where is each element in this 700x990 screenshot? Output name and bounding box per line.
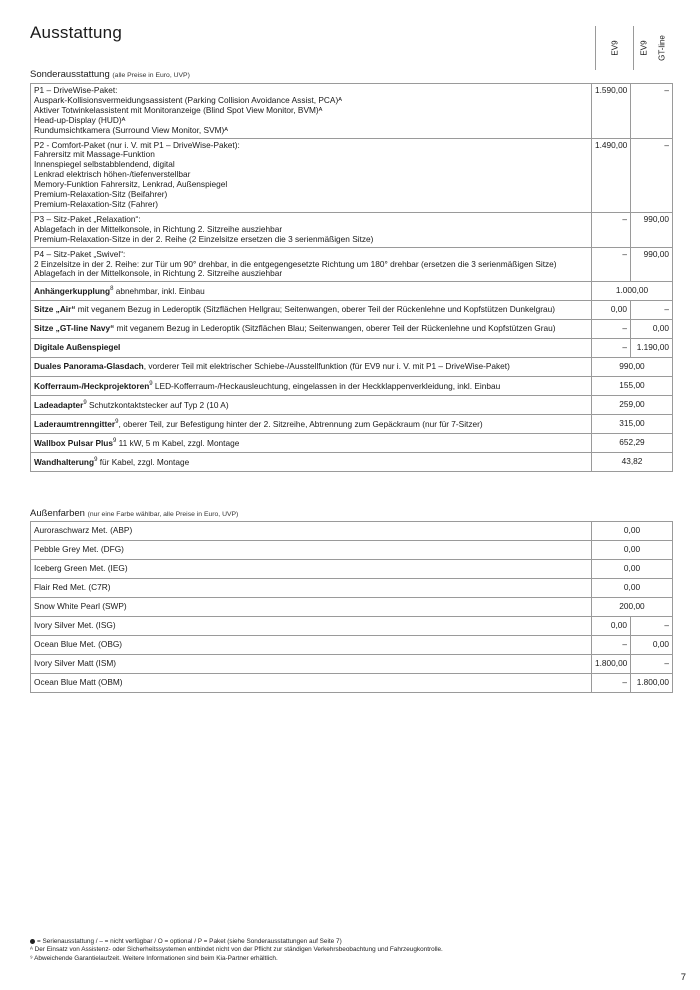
price-ev9-cell: – <box>592 212 631 247</box>
colors-heading: Außenfarben <box>30 508 85 519</box>
option-footnote-ref: 9 <box>94 457 98 464</box>
color-name: Ivory Silver Matt (ISM) <box>31 655 592 674</box>
color-row <box>31 560 673 579</box>
column-header-ev9-gt-line-label <box>640 35 667 61</box>
color-row <box>31 674 673 693</box>
option-row <box>31 301 673 320</box>
page-title: Ausstattung <box>30 23 122 42</box>
column-header-ev9-gt-line-trim: GT-line <box>657 35 667 61</box>
price-both-cell: 200,00 <box>592 598 673 617</box>
option-description <box>31 84 592 139</box>
color-name: Ocean Blue Matt (OBM) <box>31 674 592 693</box>
option-description <box>31 301 592 320</box>
option-name: Laderaumtrenngitter <box>34 419 116 430</box>
option-detail: , oberer Teil, zur Befestigung hinter der 2. Sitzreihe, Abtrennung zum Gepäckraum (nur für 7-Sitzer) <box>118 419 483 430</box>
page-number: 7 <box>680 972 686 983</box>
price-gt-line-cell: 990,00 <box>631 212 673 247</box>
column-header-ev9-gt-line-model: EV9 <box>639 40 649 56</box>
color-row <box>31 598 673 617</box>
price-gt-line-cell: – <box>631 84 673 139</box>
option-name: Sitze „Air“ <box>34 304 76 315</box>
option-description <box>31 434 592 453</box>
option-description <box>31 282 592 301</box>
color-row <box>31 522 673 541</box>
option-detail: LED-Kofferraum-/Heckausleuchtung, eingelassen in der Heckklappenverkleidung, inkl. Einbau <box>152 381 501 392</box>
options-note: (alle Preise in Euro, UVP) <box>112 72 190 79</box>
option-line: Head-up-Display (HUD)ᴬ <box>34 114 126 125</box>
price-ev9-cell: – <box>592 320 631 339</box>
option-title: P3 – Sitz-Paket „Relaxation“: <box>34 213 141 224</box>
option-detail: , vorderer Teil mit elektrischer Schiebe-/Ausstellfunktion (für EV9 nur i. V. mit P1 – DriveWise-Paket) <box>143 361 510 372</box>
price-ev9-cell: – <box>592 636 631 655</box>
option-description <box>31 320 592 339</box>
option-description <box>31 247 592 282</box>
color-row <box>31 541 673 560</box>
option-title: P2 - Comfort-Paket (nur i. V. mit P1 – DriveWise-Paket): <box>34 139 240 150</box>
color-row <box>31 579 673 598</box>
price-ev9-cell: 1.800,00 <box>592 655 631 674</box>
option-line: Aktiver Totwinkelassistent mit Monitoranzeige (Blind Spot View Monitor, BVM)ᴬ <box>34 104 323 115</box>
price-gt-line-cell: – <box>631 617 673 636</box>
option-footnote-ref: 8 <box>110 286 114 293</box>
price-gt-line-cell: 1.190,00 <box>631 339 673 358</box>
option-row <box>31 212 673 247</box>
options-table <box>30 83 673 472</box>
options-heading: Sonderausstattung <box>30 69 110 80</box>
option-line: Innenspiegel selbstabblendend, digital <box>34 159 175 170</box>
option-line: Lenkrad elektrisch höhen-/tiefenverstellbar <box>34 169 191 180</box>
price-ev9-cell: – <box>592 674 631 693</box>
option-row <box>31 396 673 415</box>
footnote-9: ⁹ Abweichende Garantielaufzeit. Weitere Informationen sind beim Kia-Partner erhältlich. <box>30 954 278 962</box>
option-footnote-ref: 9 <box>149 381 153 388</box>
price-both-cell: 43,82 <box>592 453 673 472</box>
option-description <box>31 212 592 247</box>
price-gt-line-cell: 1.800,00 <box>631 674 673 693</box>
option-title: P1 – DriveWise-Paket: <box>34 85 118 95</box>
column-header-ev9 <box>595 26 634 70</box>
option-footnote-ref: 9 <box>113 438 117 445</box>
option-row <box>31 377 673 396</box>
color-name: Auroraschwarz Met. (ABP) <box>31 522 592 541</box>
option-name: Kofferraum-/Heckprojektoren <box>34 381 150 392</box>
price-gt-line-cell: 0,00 <box>631 320 673 339</box>
option-name: Duales Panorama-Glasdach <box>34 361 144 372</box>
footnote-legend-text: = Serienausstattung / – = nicht verfügbar / O = optional / P = Paket (siehe Sonderausstattungen auf Seite 7) <box>37 938 342 945</box>
option-row <box>31 434 673 453</box>
price-both-cell: 155,00 <box>592 377 673 396</box>
option-row <box>31 453 673 472</box>
option-row <box>31 339 673 358</box>
price-ev9-cell: 0,00 <box>592 617 631 636</box>
color-name: Flair Red Met. (C7R) <box>31 579 592 598</box>
option-detail: abnehmbar, inkl. Einbau <box>113 286 205 297</box>
option-line: Ablagefach in der Mittelkonsole, in Richtung 2. Sitzreihe ausziehbar <box>34 268 283 279</box>
option-name: Wallbox Pulsar Plus <box>34 438 113 449</box>
price-ev9-cell: – <box>592 339 631 358</box>
colors-table <box>30 521 673 693</box>
option-line: Premium-Relaxation-Sitze in der 2. Reihe (2 Einzelsitze ersetzen die 3 serienmäßigen Sitze) <box>34 233 374 244</box>
price-gt-line-cell: 0,00 <box>631 636 673 655</box>
price-both-cell: 259,00 <box>592 396 673 415</box>
option-name: Wandhalterung <box>34 457 95 468</box>
option-title: P4 – Sitz-Paket „Swivel“: <box>34 248 126 259</box>
price-both-cell: 0,00 <box>592 541 673 560</box>
option-detail: mit veganem Bezug in Lederoptik (Sitzflächen Blau; Seitenwangen, oberer Teil der Rückenlehne und Kopfstützen Grau) <box>114 323 556 334</box>
price-both-cell: 1.000,00 <box>592 282 673 301</box>
bullet-icon <box>30 939 35 944</box>
color-name: Snow White Pearl (SWP) <box>31 598 592 617</box>
price-both-cell: 0,00 <box>592 522 673 541</box>
option-line: Fahrersitz mit Massage-Funktion <box>34 149 155 160</box>
price-ev9-cell: 1.590,00 <box>592 84 631 139</box>
price-both-cell: 652,29 <box>592 434 673 453</box>
color-name: Ivory Silver Met. (ISG) <box>31 617 592 636</box>
option-description <box>31 415 592 434</box>
option-detail: Schutzkontaktstecker auf Typ 2 (10 A) <box>86 400 229 411</box>
color-row <box>31 617 673 636</box>
option-detail: 11 kW, 5 m Kabel, zzgl. Montage <box>116 438 240 449</box>
option-line: Premium-Relaxation-Sitz (Beifahrer) <box>34 189 168 200</box>
option-row <box>31 415 673 434</box>
price-ev9-cell: 1.490,00 <box>592 138 631 212</box>
option-line: Premium-Relaxation-Sitz (Fahrer) <box>34 198 159 209</box>
option-name: Sitze „GT-line Navy“ <box>34 323 115 334</box>
option-footnote-ref: 9 <box>115 419 119 426</box>
price-gt-line-cell: – <box>631 301 673 320</box>
footnote-a: ᴬ Der Einsatz von Assistenz- oder Sicherheitssystemen entbindet nicht von der Pflicht zur ständigen Verkehrsbeobachtung und Fahrzeugkontrolle. <box>30 946 443 954</box>
option-detail: mit veganem Bezug in Lederoptik (Sitzflächen Hellgrau; Seitenwangen, oberer Teil der Rückenlehne und Kopfstützen Dunkelgrau) <box>75 304 556 315</box>
option-footnote-ref: 9 <box>83 400 87 407</box>
option-row <box>31 84 673 139</box>
option-row <box>31 320 673 339</box>
column-header-ev9-label: EV9 <box>610 40 620 56</box>
option-line: Rundumsichtkamera (Surround View Monitor, SVM)ᴬ <box>34 124 229 135</box>
option-row <box>31 247 673 282</box>
price-gt-line-cell: – <box>631 138 673 212</box>
price-gt-line-cell: 990,00 <box>631 247 673 282</box>
option-name: Digitale Außenspiegel <box>34 342 121 353</box>
color-row <box>31 636 673 655</box>
option-name: Anhängerkupplung <box>34 286 111 297</box>
options-section-heading <box>30 69 190 80</box>
color-name: Ocean Blue Met. (OBG) <box>31 636 592 655</box>
color-row <box>31 655 673 674</box>
color-name: Iceberg Green Met. (IEG) <box>31 560 592 579</box>
option-description <box>31 138 592 212</box>
price-both-cell: 0,00 <box>592 560 673 579</box>
price-both-cell: 990,00 <box>592 358 673 377</box>
option-line: 2 Einzelsitze in der 2. Reihe: zur Tür um 90° drehbar, in die entgegengesetzte Richtung um 180° drehbar (ersetzen die 3 serienmäßigen Sitze) <box>34 258 557 269</box>
footnotes <box>30 938 443 963</box>
option-description <box>31 453 592 472</box>
option-name: Ladeadapter <box>34 400 84 411</box>
price-gt-line-cell: – <box>631 655 673 674</box>
option-description <box>31 396 592 415</box>
price-ev9-cell: 0,00 <box>592 301 631 320</box>
option-row <box>31 138 673 212</box>
price-both-cell: 315,00 <box>592 415 673 434</box>
colors-section-heading <box>30 508 238 519</box>
option-line: Auspark-Kollisionsvermeidungsassistent (Parking Collision Avoidance Assist, PCA)ᴬ <box>34 94 342 105</box>
column-header-ev9-gt-line <box>633 26 672 70</box>
option-detail: für Kabel, zzgl. Montage <box>97 457 190 468</box>
option-line: Ablagefach in der Mittelkonsole, in Richtung 2. Sitzreihe ausziehbar <box>34 223 283 234</box>
option-row <box>31 358 673 377</box>
color-name: Pebble Grey Met. (DFG) <box>31 541 592 560</box>
price-both-cell: 0,00 <box>592 579 673 598</box>
option-description <box>31 377 592 396</box>
option-row <box>31 282 673 301</box>
colors-note: (nur eine Farbe wählbar, alle Preise in Euro, UVP) <box>87 511 239 518</box>
option-line: Memory-Funktion Fahrersitz, Lenkrad, Außenspiegel <box>34 179 228 190</box>
price-ev9-cell: – <box>592 247 631 282</box>
option-description <box>31 339 592 358</box>
option-description <box>31 358 592 377</box>
